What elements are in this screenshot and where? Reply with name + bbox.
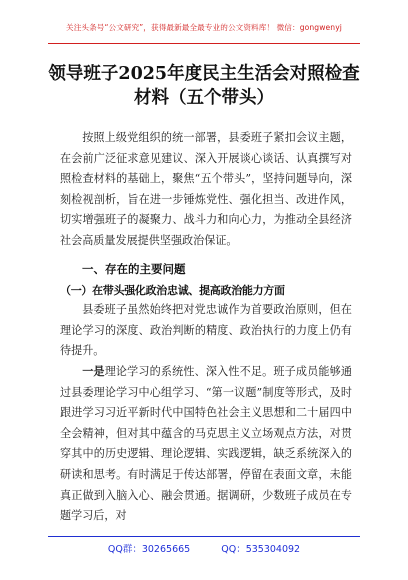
header-divider bbox=[48, 43, 360, 44]
title-line-2: 材料（五个带头） bbox=[134, 88, 274, 108]
document-title bbox=[34, 62, 374, 110]
point-text: 理论学习的系统性、深入性不足。班子成员能够通过县委理论学习中心组学习、“第一议题”制度等形式，及时跟进学习习近平新时代中国特色社会主义思想和二十届四中全会精神，但对其中蕴含的马克思主义立场观点方法，对贯穿其中的历史逻辑、理论逻辑、实践逻辑，缺乏系统深入的研读和思考。有时满足于传达部署，停留在表面文章，未能真正做到入脑入心、融会贯通。据调研，少数班子成员在专题学习后，对 bbox=[60, 365, 352, 523]
subsection-paragraph: 县委班子虽然始终把对党忠诚作为首要政治原则，但在理论学习的深度、政治判断的精度、政治执行的力度上仍有待提升。 bbox=[60, 303, 352, 358]
footer-qq-group: QQ群：30265665 bbox=[107, 544, 191, 555]
section-heading: 一、存在的主要问题 bbox=[82, 262, 186, 276]
point-paragraph bbox=[60, 362, 352, 527]
footer bbox=[0, 541, 408, 555]
subsection-heading: （一）在带头强化政治忠诚、提高政治能力方面 bbox=[60, 284, 285, 297]
footer-qq: QQ：535304092 bbox=[221, 544, 301, 555]
title-line-1: 领导班子2025年度民主生活会对照检查 bbox=[48, 64, 360, 84]
intro-paragraph: 按照上级党组织的统一部署，县委班子紧扣会议主题，在会前广泛征求意见建议、深入开展谈心谈话、认真撰写对照检查材料的基础上，聚焦“五个带头”，坚持问题导向，深刻检视剖析，旨在进一步锤炼党性、强化担当、改进作风，切实增强班子的凝聚力、战斗力和向心力，为推动全县经济社会高质量发展提供坚强政治保证。 bbox=[60, 131, 352, 247]
header-banner: 关注头条号“公文研究”，获得最新最全最专业的公文资料库！ 微信：gongwenyj bbox=[66, 23, 342, 32]
point-lead: 一是 bbox=[82, 365, 105, 378]
footer-divider bbox=[48, 536, 360, 537]
